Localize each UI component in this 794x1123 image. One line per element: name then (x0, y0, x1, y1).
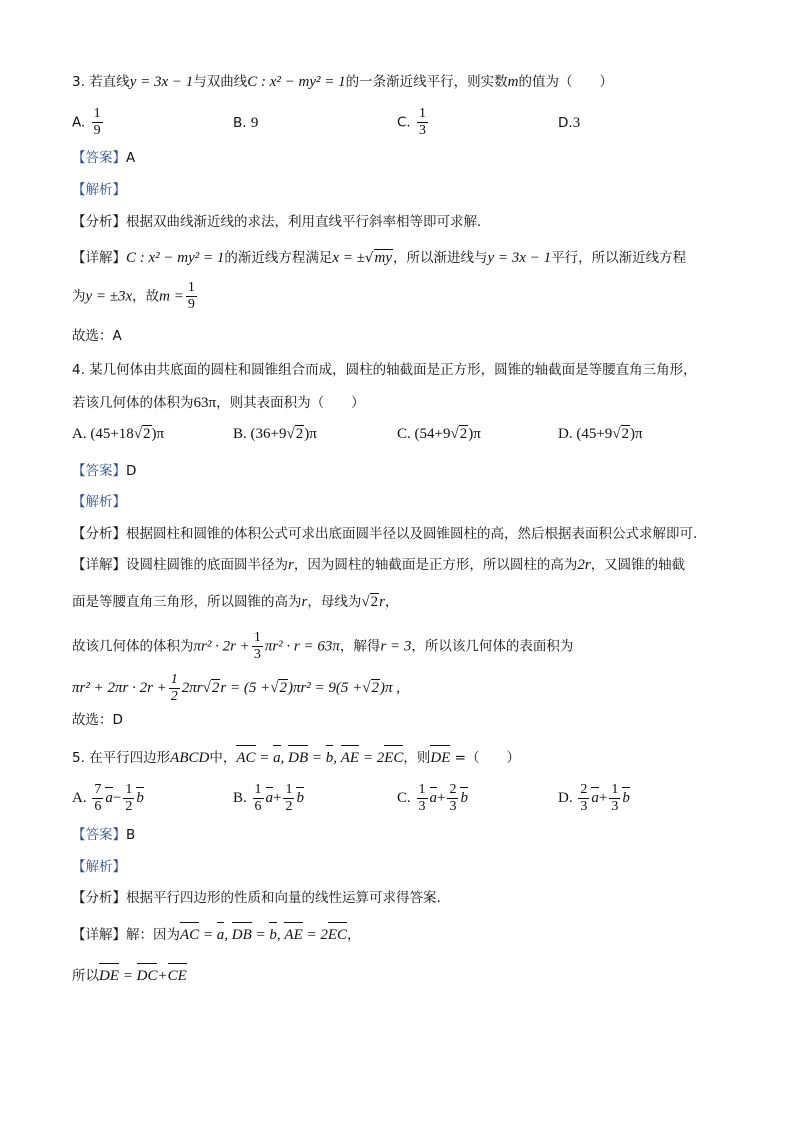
fraction (609, 782, 620, 815)
math: (45+9 (576, 426, 613, 442)
option-label: B. (233, 115, 247, 131)
math: x = ± (332, 250, 365, 266)
text: 的渐近线方程满足 (224, 250, 333, 266)
math: C : x² − my² = 1 (126, 250, 225, 266)
math: 2πr (181, 679, 203, 696)
q4-option-a: A. (45+18√2)π (72, 426, 165, 442)
option-value: 9 (250, 115, 259, 131)
math: r (379, 594, 385, 610)
numerator: 1 (418, 782, 426, 797)
q4-xiangjie-4: πr² + 2πr · 2r + $\frac{1}{2}$ 2πr√2r = (5 +√2)πr² = 9(5 +√2)π , (72, 672, 401, 704)
text: ，所以该几何体的表面积为 (411, 638, 574, 655)
fenxi-tag: 【分析】 (72, 890, 126, 906)
q4-xiangjie-3 (72, 630, 573, 663)
option-label: B. (233, 789, 247, 806)
math: , (280, 750, 289, 766)
option-label: A. (72, 789, 87, 806)
q5-option-a (72, 782, 144, 815)
text: 所以 (72, 968, 99, 984)
denominator: 3 (449, 799, 457, 814)
math: )π (630, 426, 643, 442)
text: 若直线 (89, 74, 130, 90)
text: 若该几何体的体积为 (72, 395, 194, 411)
text: ，解得 (339, 638, 381, 655)
answer-tag: 【答案】 (72, 463, 126, 479)
q4-xiangjie-2: 面是等腰直角三角形，所以圆锥的高为r，母线为√2r， (72, 594, 399, 610)
denominator: 6 (254, 799, 262, 814)
math: m = (159, 288, 184, 305)
option-label: D. (558, 426, 573, 442)
math: , (224, 927, 232, 943)
q3-xiangjie: 【详解】C : x² − my² = 1的渐近线方程满足x = ±√my，所以渐进线与y = 3x − 1平行，所以渐近线方程 (72, 250, 687, 266)
numerator: 2 (580, 782, 588, 797)
fraction (447, 782, 458, 815)
text: 的值为（ ） (518, 74, 613, 90)
vector: a (273, 750, 281, 766)
denominator: 6 (94, 799, 102, 814)
text: ，则 (403, 750, 431, 766)
denominator: 2 (125, 799, 133, 814)
math: )π (151, 426, 165, 442)
radicand: my (374, 250, 393, 266)
text: ， (384, 594, 399, 610)
operator: + (273, 789, 282, 806)
q5-option-c (397, 782, 468, 815)
analysis-tag: 【解析】 (72, 182, 126, 198)
fraction (417, 106, 428, 139)
math: )π (468, 426, 481, 442)
operator: + (157, 968, 168, 984)
fraction (283, 782, 294, 815)
text: 设圆柱圆锥的底面圆半径为 (126, 557, 288, 573)
math: , (333, 750, 341, 766)
math: r (288, 557, 294, 573)
option-label: D. (558, 789, 573, 806)
denominator: 3 (418, 799, 426, 814)
math: (45+18 (90, 426, 134, 442)
analysis-tag: 【解析】 (72, 859, 126, 875)
vector: b (136, 789, 144, 806)
numerator: 1 (419, 106, 427, 121)
math: y = 3x − 1 (487, 250, 552, 266)
math: r (301, 594, 308, 610)
radicand: 2 (370, 594, 379, 610)
q3-option-b (233, 115, 258, 132)
numerator: 2 (449, 782, 457, 797)
fraction (186, 280, 197, 313)
q4-option-d: D. (45+9√2)π (558, 426, 643, 442)
option-label: C. (397, 789, 411, 806)
radicand: 2 (371, 679, 380, 696)
option-label: C. (397, 426, 411, 442)
q5-option-d (558, 782, 630, 815)
math: = (199, 927, 217, 943)
q4-stem-2 (72, 393, 365, 413)
math: C : x² − my² = 1 (247, 74, 346, 90)
q5-xiangjie-2: 所以DE = DC+CE (72, 968, 187, 984)
vector: AC (236, 750, 256, 766)
q5-answer (72, 825, 135, 845)
vector: EC (384, 750, 404, 766)
fenxi-tag: 【分析】 (72, 526, 126, 542)
vector: DB (231, 927, 252, 943)
text: 与双曲线 (193, 74, 248, 90)
vector: AE (340, 750, 360, 766)
text: 根据平行四边形的性质和向量的线性运算可求得答案. (126, 890, 441, 906)
denominator: 3 (580, 799, 588, 814)
numerator: 7 (94, 782, 102, 797)
text: ，母线为 (307, 594, 362, 610)
vector: CE (167, 968, 187, 984)
math: (54+9 (414, 426, 451, 442)
math: πr² · r = 63π (264, 638, 340, 655)
text: ， (347, 927, 361, 943)
q3-choose: 故选：A (72, 328, 122, 344)
q5-xiangjie (72, 925, 361, 945)
math: = (255, 750, 274, 766)
text: 根据双曲线渐近线的求法，利用直线平行斜率相等即可求解. (126, 214, 482, 230)
answer: B (126, 827, 136, 843)
text: 5. 在平行四边形 (72, 750, 171, 766)
q5-stem (72, 748, 520, 768)
vector: b (325, 750, 334, 766)
operator: + (598, 789, 608, 806)
q3-xiangjie-2 (72, 280, 199, 313)
fraction (92, 106, 103, 139)
operator: + (437, 789, 446, 806)
q5-fenxi (72, 888, 441, 908)
radicand: 2 (621, 426, 630, 442)
text: 平行，所以渐近线方程 (551, 250, 687, 266)
text: 解：因为 (126, 927, 180, 943)
q3-answer (72, 148, 135, 168)
denominator: 9 (187, 297, 195, 312)
vector: DC (136, 968, 158, 984)
q3-stem (72, 72, 613, 92)
text: ，因为圆柱的轴截面是正方形，所以圆柱的高为 (293, 557, 578, 573)
fraction (169, 672, 180, 705)
radicand: 2 (143, 426, 151, 442)
xiangjie-tag: 【详解】 (72, 250, 126, 266)
fraction (92, 782, 103, 815)
vector: b (622, 789, 630, 806)
xiangjie-tag: 【详解】 (72, 557, 126, 573)
vector: a (216, 927, 225, 943)
text: 为 (72, 288, 86, 305)
vector: b (460, 789, 468, 806)
radicand: 2 (459, 426, 468, 442)
answer-tag: 【答案】 (72, 150, 126, 166)
vector: a (429, 789, 438, 806)
math: = 2 (302, 927, 328, 943)
numerator: 1 (170, 672, 178, 687)
operator: − (112, 789, 122, 806)
math: 63π (193, 395, 217, 411)
vector: DE (430, 750, 451, 766)
math: r = (5 + (220, 679, 271, 696)
denominator: 2 (285, 799, 293, 814)
math: )π (304, 426, 317, 442)
q5-option-b (233, 782, 304, 815)
q3-fenxi (72, 212, 481, 232)
xiangjie-tag: 【详解】 (72, 927, 126, 943)
numerator: 1 (93, 106, 101, 121)
vector: AC (180, 927, 200, 943)
q4-option-c: C. (54+9√2)π (397, 426, 481, 442)
q3-option-a (72, 106, 105, 139)
numerator: 1 (254, 782, 262, 797)
math: 2r (577, 557, 591, 573)
numerator: 1 (125, 782, 133, 797)
answer: A (126, 150, 136, 166)
text: ，所以渐进线与 (393, 250, 488, 266)
option-label: B. (233, 426, 247, 442)
q4-choose: 故选：D (72, 712, 123, 728)
denominator: 3 (611, 799, 619, 814)
math: , (276, 927, 285, 943)
radicand: 2 (295, 426, 304, 442)
math: y = ±3x (85, 288, 133, 305)
denominator: 9 (93, 123, 101, 138)
math: ABCD (170, 750, 210, 766)
option-label: C. (397, 114, 411, 131)
vector: EC (327, 927, 348, 943)
radicand: 2 (279, 679, 287, 696)
text: ，则其表面积为（ ） (216, 395, 365, 411)
question-number: 3. (72, 74, 85, 90)
numerator: 1 (187, 280, 195, 295)
numerator: 1 (611, 782, 619, 797)
denominator: 2 (170, 689, 178, 704)
answer-tag: 【答案】 (72, 827, 126, 843)
text: 的一条渐近线平行，则实数 (345, 74, 508, 90)
denominator: 3 (253, 647, 261, 662)
option-value: 3 (572, 115, 581, 131)
math: πr² · 2r + (193, 638, 250, 655)
math: = (251, 927, 270, 943)
text: 面是等腰直角三角形，所以圆锥的高为 (72, 594, 302, 610)
math: = (308, 750, 326, 766)
q4-fenxi (72, 524, 697, 544)
text: 根据圆柱和圆锥的体积公式可求出底面圆半径以及圆锥圆柱的高，然后根据表面积公式求解即可. (126, 526, 698, 542)
fenxi-tag: 【分析】 (72, 214, 126, 230)
option-label: A. (72, 426, 87, 442)
radicand: 2 (211, 679, 220, 696)
math: )π , (380, 679, 401, 696)
analysis-tag: 【解析】 (72, 494, 126, 510)
vector: b (269, 927, 277, 943)
q3-option-c (397, 106, 430, 139)
q4-option-b: B. (36+9√2)π (233, 426, 317, 442)
fraction (253, 782, 264, 815)
vector: a (105, 789, 113, 806)
fraction (252, 630, 263, 663)
math: = 2 (359, 750, 385, 766)
fraction (578, 782, 589, 815)
answer: D (126, 463, 137, 479)
text: ，又圆锥的轴截 (590, 557, 686, 573)
q4-xiangjie (72, 555, 685, 575)
numerator: 1 (285, 782, 293, 797)
math: y = 3x − 1 (129, 74, 194, 90)
text: 故该几何体的体积为 (72, 638, 194, 655)
numerator: 1 (253, 630, 261, 645)
option-label: A. (72, 114, 86, 131)
denominator: 3 (419, 123, 427, 138)
q3-option-d (558, 115, 580, 132)
text: 中， (209, 750, 237, 766)
vector: AE (284, 927, 303, 943)
q4-stem: 4. 某几何体由共底面的圆柱和圆锥组合而成，圆柱的轴截面是正方形，圆锥的轴截面是等腰直角三角形， (72, 362, 697, 378)
math: r = 3 (380, 638, 412, 655)
fraction (417, 782, 428, 815)
q4-answer (72, 461, 136, 481)
vector: a (265, 789, 274, 806)
vector: DE (99, 968, 119, 984)
text: ，故 (132, 288, 160, 305)
option-label: D. (558, 115, 573, 131)
math: )πr² = 9(5 + (287, 679, 363, 696)
math: (36+9 (250, 426, 287, 442)
math: πr² + 2πr · 2r + (72, 679, 167, 696)
vector: b (296, 789, 304, 806)
vector: DB (288, 750, 309, 766)
math: m (507, 74, 519, 90)
fraction (123, 782, 134, 815)
vector: a (591, 789, 599, 806)
text: =（ ） (450, 750, 520, 766)
